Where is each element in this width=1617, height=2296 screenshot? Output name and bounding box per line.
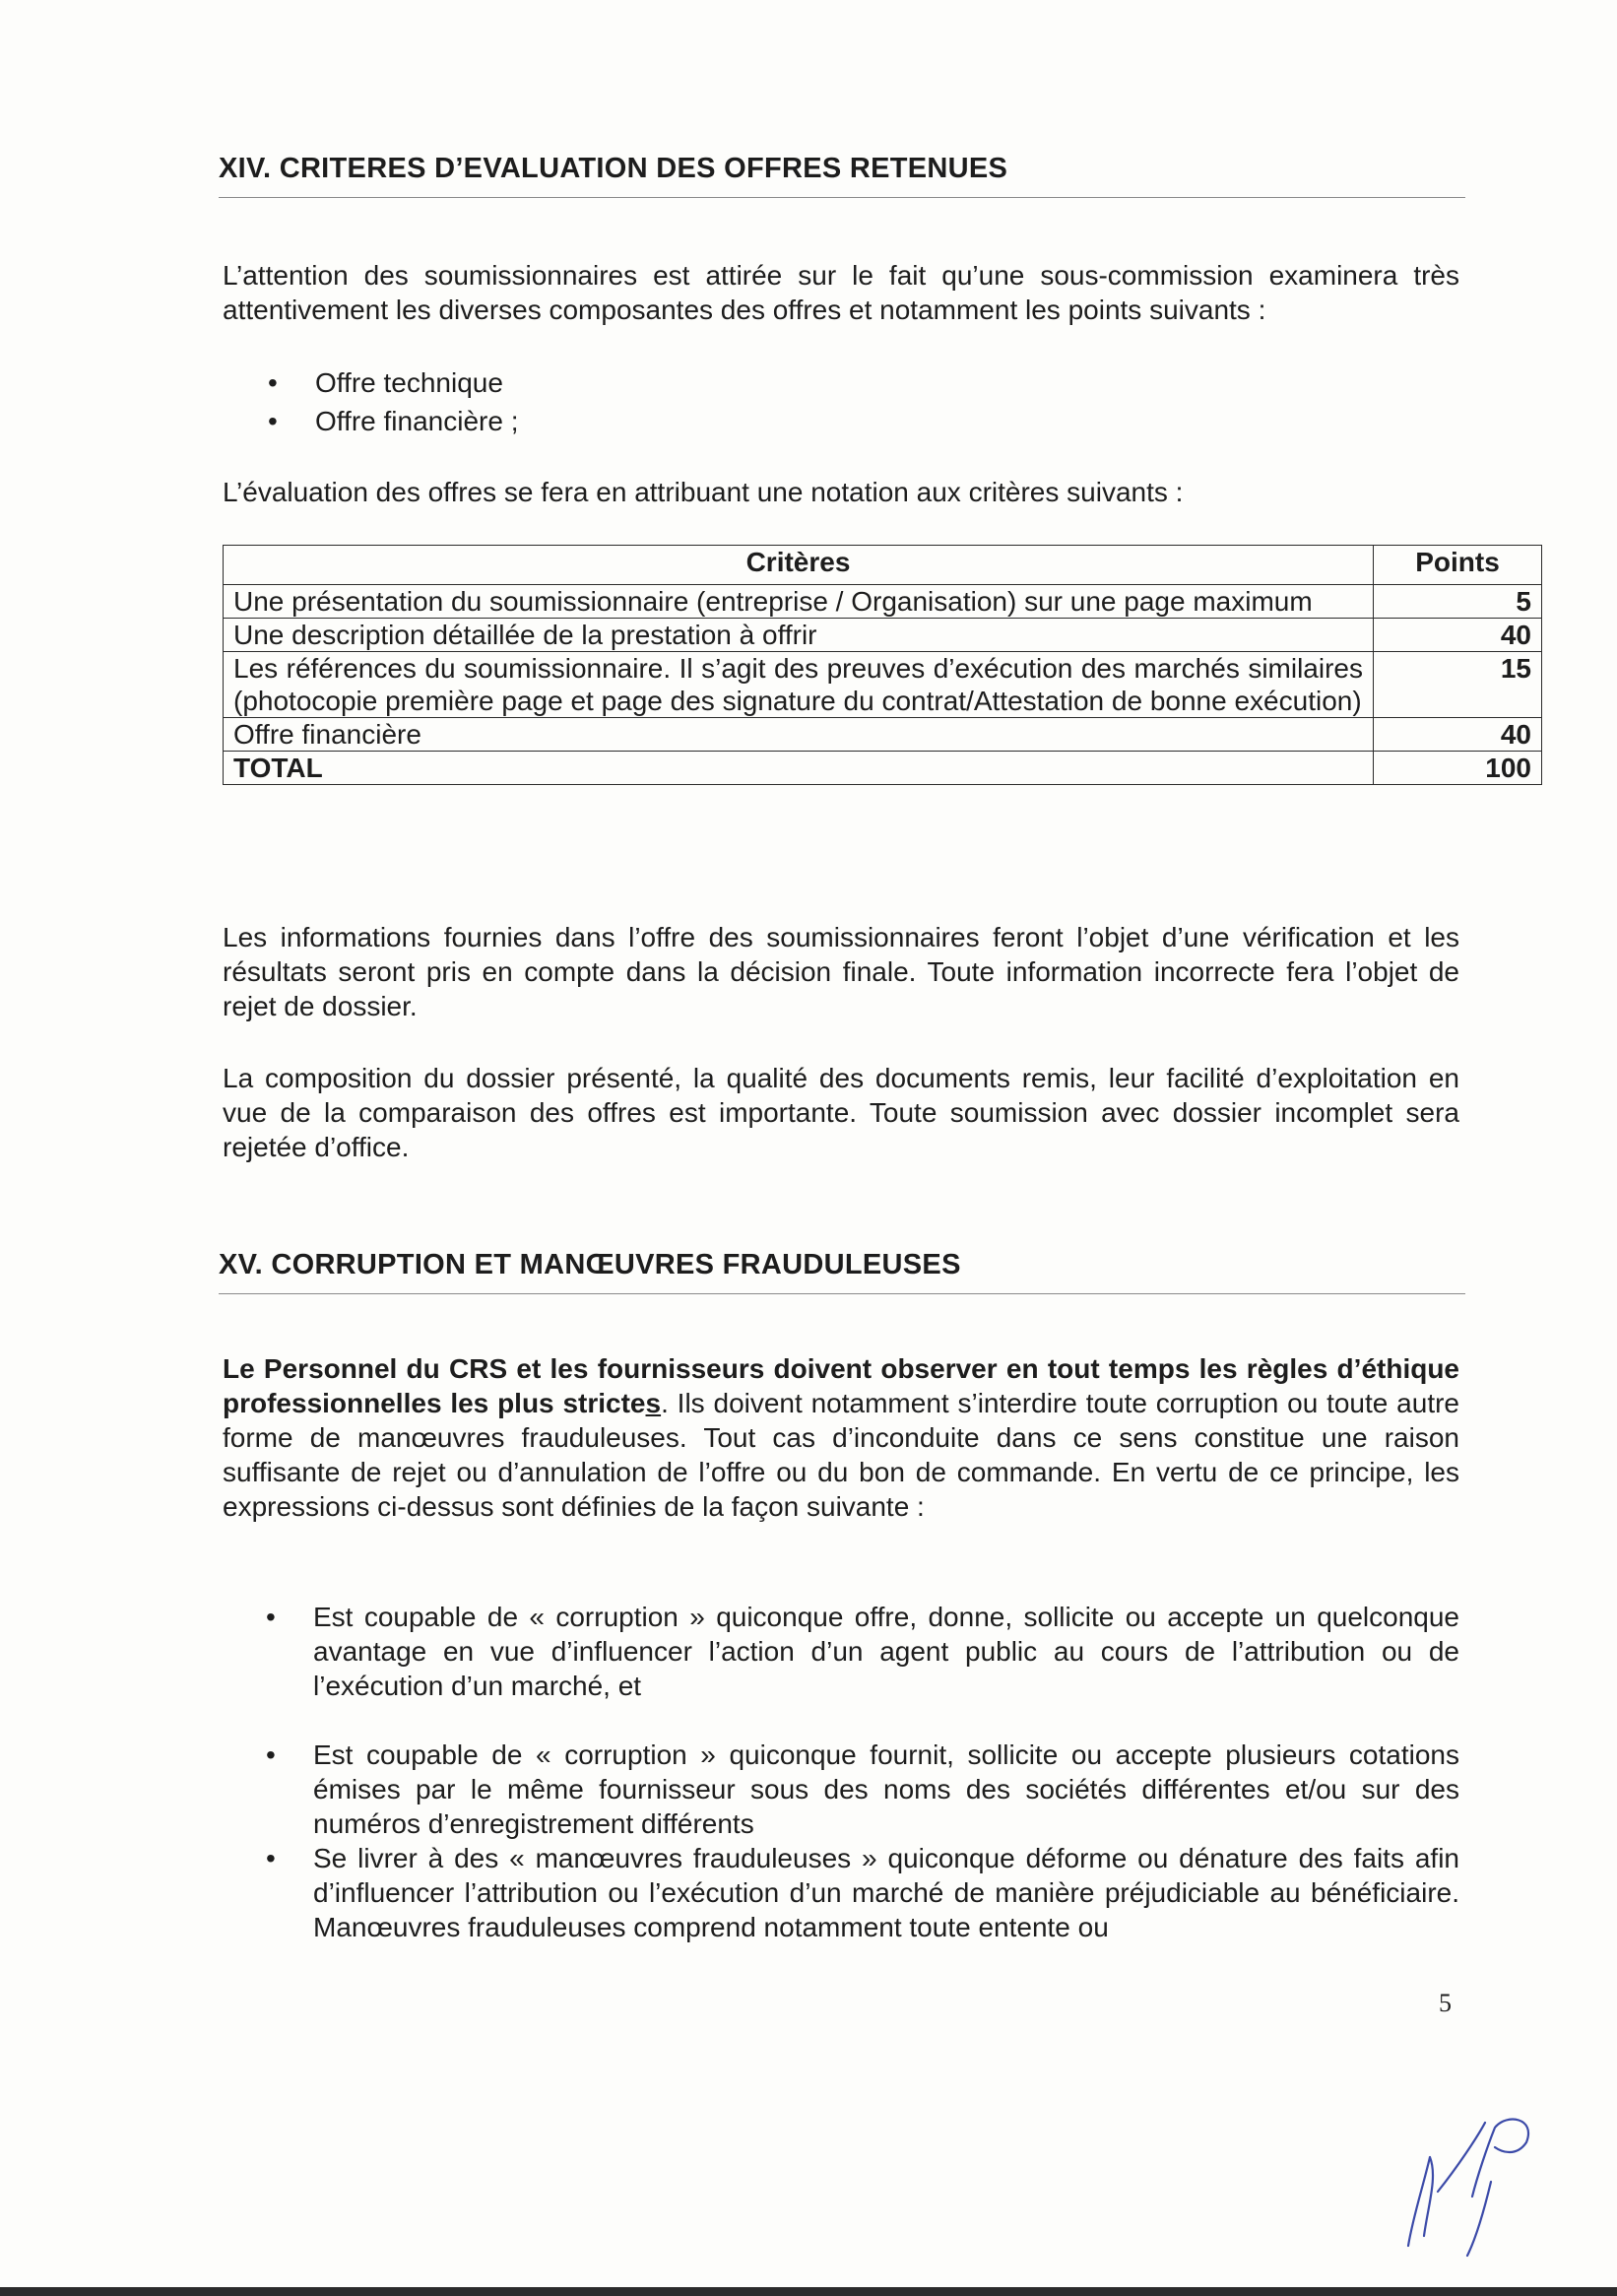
table-row xyxy=(224,619,1542,652)
points-cell: 40 xyxy=(1374,619,1542,652)
section-14-title: XIV. CRITERES D’EVALUATION DES OFFRES RETENUES xyxy=(219,153,1008,184)
ethics-bold-end: s xyxy=(645,1388,662,1418)
list-item: • Se livrer à des « manœuvres frauduleuses » quiconque déforme ou dénature des faits afin d’influencer l’attribution ou l’exécution d’un marché de manière préjudiciable au bénéficiaire. Manœuvres frauduleuses comprend notamment toute entente ou xyxy=(266,1841,1459,1944)
criteria-cell: Une présentation du soumissionnaire (entreprise / Organisation) sur une page maximum xyxy=(224,585,1374,619)
total-label: TOTAL xyxy=(224,752,1374,785)
scan-bottom-edge xyxy=(0,2287,1617,2296)
points-header: Points xyxy=(1374,546,1542,585)
page-number: 5 xyxy=(1439,1989,1452,2017)
points-cell: 5 xyxy=(1374,585,1542,619)
verification-paragraph: Les informations fournies dans l’offre des soumissionnaires feront l’objet d’une vérification et les résultats seront pris en compte dans la décision finale. Toute information incorrecte fera l’objet de rejet de dossier. xyxy=(223,922,1459,1021)
ethics-paragraph xyxy=(223,1351,1459,1524)
criteria-cell: Les références du soumissionnaire. Il s’agit des preuves d’exécution des marchés similaires (photocopie première page et page des signature du contrat/Attestation de bonne exécution) xyxy=(224,652,1374,718)
criteria-cell: Offre financière xyxy=(224,718,1374,752)
composition-paragraph: La composition du dossier présenté, la qualité des documents remis, leur facilité d’exploitation en vue de la comparaison des offres est importante. Toute soumission avec dossier incomplet sera rejetée d’office. xyxy=(223,1063,1459,1162)
table-row xyxy=(224,718,1542,752)
section-15-title: XV. CORRUPTION ET MANŒUVRES FRAUDULEUSES xyxy=(219,1249,961,1280)
section-15-bullet-list xyxy=(266,1600,1459,1944)
section-14-intro: L’attention des soumissionnaires est attirée sur le fait qu’une sous-commission examinera très attentivement les diverses composantes des offres et notamment les points suivants : xyxy=(223,260,1459,325)
table-row xyxy=(224,652,1542,718)
criteria-cell: Une description détaillée de la prestation à offrir xyxy=(224,619,1374,652)
section-14-rule xyxy=(219,197,1465,198)
list-item: • Offre technique xyxy=(268,363,1154,402)
handwritten-signature xyxy=(1369,2098,1546,2265)
ethics-rest: . Ils doivent notamment s’interdire toute corruption ou toute autre forme de manœuvres frauduleuses. Tout cas d’inconduite dans ce sens constitue une raison suffisante de rejet ou d’annulation de l’offre ou du bon de commande. En vertu de ce principe, les expressions ci-dessus sont définies de la façon suivante : xyxy=(223,1388,1459,1522)
table-header-row xyxy=(224,546,1542,585)
ethics-bold-lead: Le Personnel du CRS et les fournisseurs doivent observer en tout temps les règles d’éthique professionnelles les plus stricte xyxy=(223,1353,1459,1418)
list-item: • Est coupable de « corruption » quiconque fournit, sollicite ou accepte plusieurs cotations émises par le même fournisseur sous des noms des sociétés différentes et/ou sur des numéros d’enregistrement différents xyxy=(266,1738,1459,1841)
total-points: 100 xyxy=(1374,752,1542,785)
table-row xyxy=(224,585,1542,619)
criteria-header: Critères xyxy=(224,546,1374,585)
criteria-table xyxy=(223,545,1542,785)
evaluation-intro: L’évaluation des offres se fera en attribuant une notation aux critères suivants : xyxy=(223,477,1184,507)
list-item: • Est coupable de « corruption » quiconque offre, donne, sollicite ou accepte un quelconque avantage en vue d’influencer l’action d’un agent public au cours de l’attribution ou de l’exécution d’un marché, et xyxy=(266,1600,1459,1703)
points-cell: 15 xyxy=(1374,652,1542,718)
total-row xyxy=(224,752,1542,785)
section-14-bullet-list xyxy=(268,363,1154,440)
section-15-rule xyxy=(219,1293,1465,1294)
list-item: • Offre financière ; xyxy=(268,402,1154,440)
points-cell: 40 xyxy=(1374,718,1542,752)
